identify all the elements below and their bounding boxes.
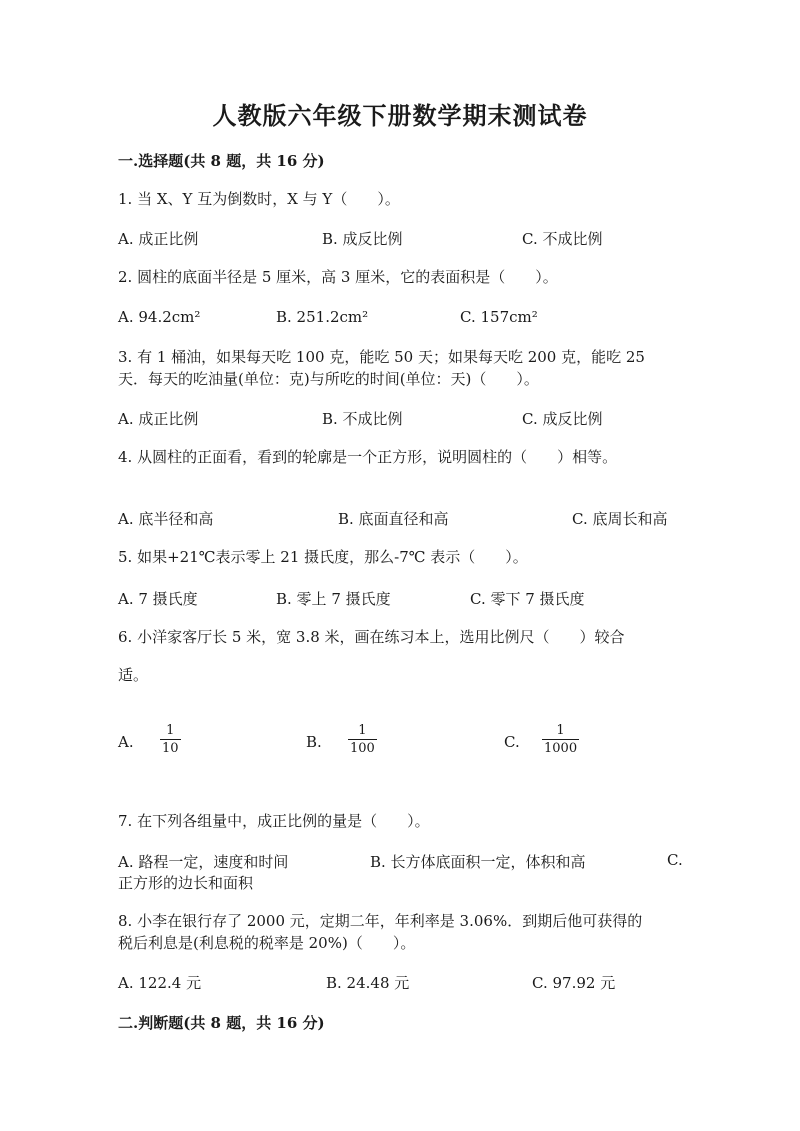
q4-option-a[interactable]: A. 底半径和高 xyxy=(118,510,214,528)
q6-option-b-fraction xyxy=(348,723,377,756)
q2-option-a[interactable]: A. 94.2cm² xyxy=(118,308,201,326)
question-2: 2. 圆柱的底面半径是 5 厘米，高 3 厘米，它的表面积是（ ）。 xyxy=(118,268,558,286)
q5-option-a[interactable]: A. 7 摄氏度 xyxy=(118,590,198,608)
fraction-numerator: 1 xyxy=(358,723,367,738)
section-heading-judgement: 二.判断题(共 8 题，共 16 分) xyxy=(118,1014,325,1032)
page-title: 人教版六年级下册数学期末测试卷 xyxy=(212,101,588,130)
q5-option-b[interactable]: B. 零上 7 摄氏度 xyxy=(276,590,391,608)
q6-option-a-fraction xyxy=(160,723,181,756)
fraction-bar xyxy=(542,739,579,740)
question-8-line-1: 8. 小李在银行存了 2000 元，定期二年，年利率是 3.06%．到期后他可获得的 xyxy=(118,912,643,930)
question-8-line-2: 税后利息是(利息税的税率是 20%)（ ）。 xyxy=(118,934,416,952)
q3-option-b[interactable]: B. 不成比例 xyxy=(322,410,403,428)
q1-option-b[interactable]: B. 成反比例 xyxy=(322,230,403,248)
fraction-denominator: 1000 xyxy=(544,741,578,756)
q8-option-b[interactable]: B. 24.48 元 xyxy=(326,974,410,992)
q8-option-c[interactable]: C. 97.92 元 xyxy=(532,974,616,992)
q7-option-a[interactable]: A. 路程一定，速度和时间 xyxy=(118,853,289,871)
q5-option-c[interactable]: C. 零下 7 摄氏度 xyxy=(470,590,585,608)
q3-option-a[interactable]: A. 成正比例 xyxy=(118,410,199,428)
question-4: 4. 从圆柱的正面看，看到的轮廓是一个正方形，说明圆柱的（ ）相等。 xyxy=(118,448,618,466)
q1-option-a[interactable]: A. 成正比例 xyxy=(118,230,199,248)
q2-option-b[interactable]: B. 251.2cm² xyxy=(276,308,369,326)
question-7: 7. 在下列各组量中，成正比例的量是（ ）。 xyxy=(118,812,430,830)
question-3-line-1: 3. 有 1 桶油，如果每天吃 100 克，能吃 50 天；如果每天吃 200 克，能吃 25 xyxy=(118,348,645,366)
q3-option-c[interactable]: C. 成反比例 xyxy=(522,410,603,428)
q7-option-c[interactable]: C. xyxy=(667,851,683,869)
question-5: 5. 如果+21℃表示零上 21 摄氏度，那么-7℃ 表示（ ）。 xyxy=(118,548,528,566)
q8-option-a[interactable]: A. 122.4 元 xyxy=(118,974,202,992)
question-1: 1. 当 X、Y 互为倒数时，X 与 Y（ ）。 xyxy=(118,190,400,208)
fraction-bar xyxy=(348,739,377,740)
question-6-line-1: 6. 小洋家客厅长 5 米，宽 3.8 米，画在练习本上，选用比例尺（ ）较合 xyxy=(118,628,625,646)
q6-option-a-label[interactable]: A. xyxy=(118,733,134,751)
q2-option-c[interactable]: C. 157cm² xyxy=(460,308,538,326)
q6-option-c-label[interactable]: C. xyxy=(504,733,520,751)
section-heading-choice: 一.选择题(共 8 题，共 16 分) xyxy=(118,152,325,170)
q7-option-b[interactable]: B. 长方体底面积一定，体积和高 xyxy=(370,853,586,871)
q6-option-b-label[interactable]: B. xyxy=(306,733,322,751)
q4-option-b[interactable]: B. 底面直径和高 xyxy=(338,510,449,528)
q1-option-c[interactable]: C. 不成比例 xyxy=(522,230,603,248)
fraction-numerator: 1 xyxy=(556,723,565,738)
question-6-line-2: 适。 xyxy=(118,666,149,684)
q6-option-c-fraction xyxy=(542,723,579,756)
fraction-numerator: 1 xyxy=(166,723,175,738)
q4-option-c[interactable]: C. 底周长和高 xyxy=(572,510,668,528)
q7-option-c-text[interactable]: 正方形的边长和面积 xyxy=(118,874,254,892)
question-3-line-2: 天．每天的吃油量(单位：克)与所吃的时间(单位：天)（ ）。 xyxy=(118,370,539,388)
fraction-bar xyxy=(160,739,181,740)
fraction-denominator: 10 xyxy=(162,741,179,756)
fraction-denominator: 100 xyxy=(350,741,375,756)
